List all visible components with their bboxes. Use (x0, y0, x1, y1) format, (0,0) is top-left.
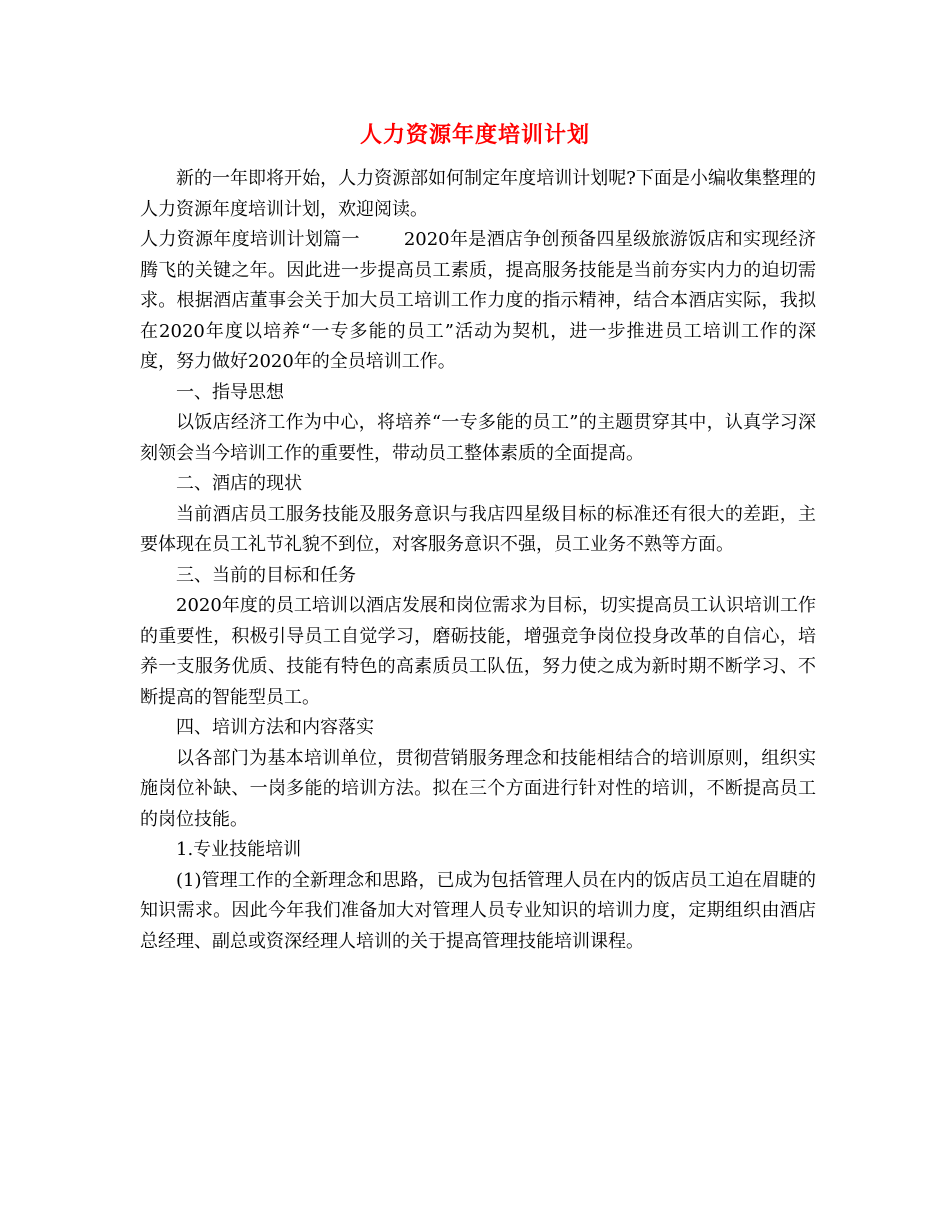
heading-goals-tasks: 三、当前的目标和任务 (176, 564, 356, 586)
heading-hotel-status: 二、酒店的现状 (176, 473, 302, 494)
paragraph-skill-training: (1)管理工作的全新理念和思路，已成为包括管理人员在内的饭店员工迫在眉睫的知识需求。因此今年我们准备加大对管理人员专业知识的培训力度，定期组织由酒店总经理、副总或资深经理人培训的关于提高管理技能培训课程。 (140, 869, 816, 952)
heading-guiding-thought: 一、指导思想 (176, 381, 284, 403)
paragraph-training-methods: 以各部门为基本培训单位，贯彻营销服务理念和技能相结合的培训原则，组织实施岗位补缺、一岗多能的培训方法。拟在三个方面进行针对性的培训，不断提高员工的岗位技能。 (140, 747, 816, 830)
intro-paragraph: 新的一年即将开始，人力资源部如何制定年度培训计划呢?下面是小编收集整理的人力资源年度培训计划，欢迎阅读。 (140, 168, 816, 220)
paragraph-goals-tasks: 2020年度的员工培训以酒店发展和岗位需求为目标，切实提高员工认识培训工作的重要性，积极引导员工自觉学习，磨砺技能，增强竞争岗位投身改革的自信心，培养一支服务优质、技能有特色的高素质员工队伍，努力使之成为新时期不断学习、不断提高的智能型员工。 (140, 595, 816, 708)
document-title: 人力资源年度培训计划 (359, 122, 590, 148)
section-paragraph (140, 225, 816, 378)
section-text: 2020年是酒店争创预备四星级旅游饭店和实现经济腾飞的关键之年。因此进一步提高员工素质，提高服务技能是当前夯实内力的迫切需求。根据酒店董事会关于加大员工培训工作力度的指示精神，结合本酒店实际，我拟在2020年度以培养“一专多能的员工”活动为契机，进一步推进员工培训工作的深度，努力做好2020年的全员培训工作。 (140, 229, 817, 372)
heading-skill-training: 1.专业技能培训 (176, 839, 302, 860)
document-body (140, 164, 816, 957)
section-label: 人力资源年度培训计划篇一 (140, 229, 360, 250)
paragraph-guiding-thought: 以饭店经济工作为中心，将培养“一专多能的员工”的主题贯穿其中，认真学习深刻领会当今培训工作的重要性，带动员工整体素质的全面提高。 (140, 412, 816, 464)
heading-training-methods: 四、培训方法和内容落实 (176, 717, 374, 738)
paragraph-hotel-status: 当前酒店员工服务技能及服务意识与我店四星级目标的标准还有很大的差距，主要体现在员工礼节礼貌不到位，对客服务意识不强，员工业务不熟等方面。 (140, 503, 816, 555)
